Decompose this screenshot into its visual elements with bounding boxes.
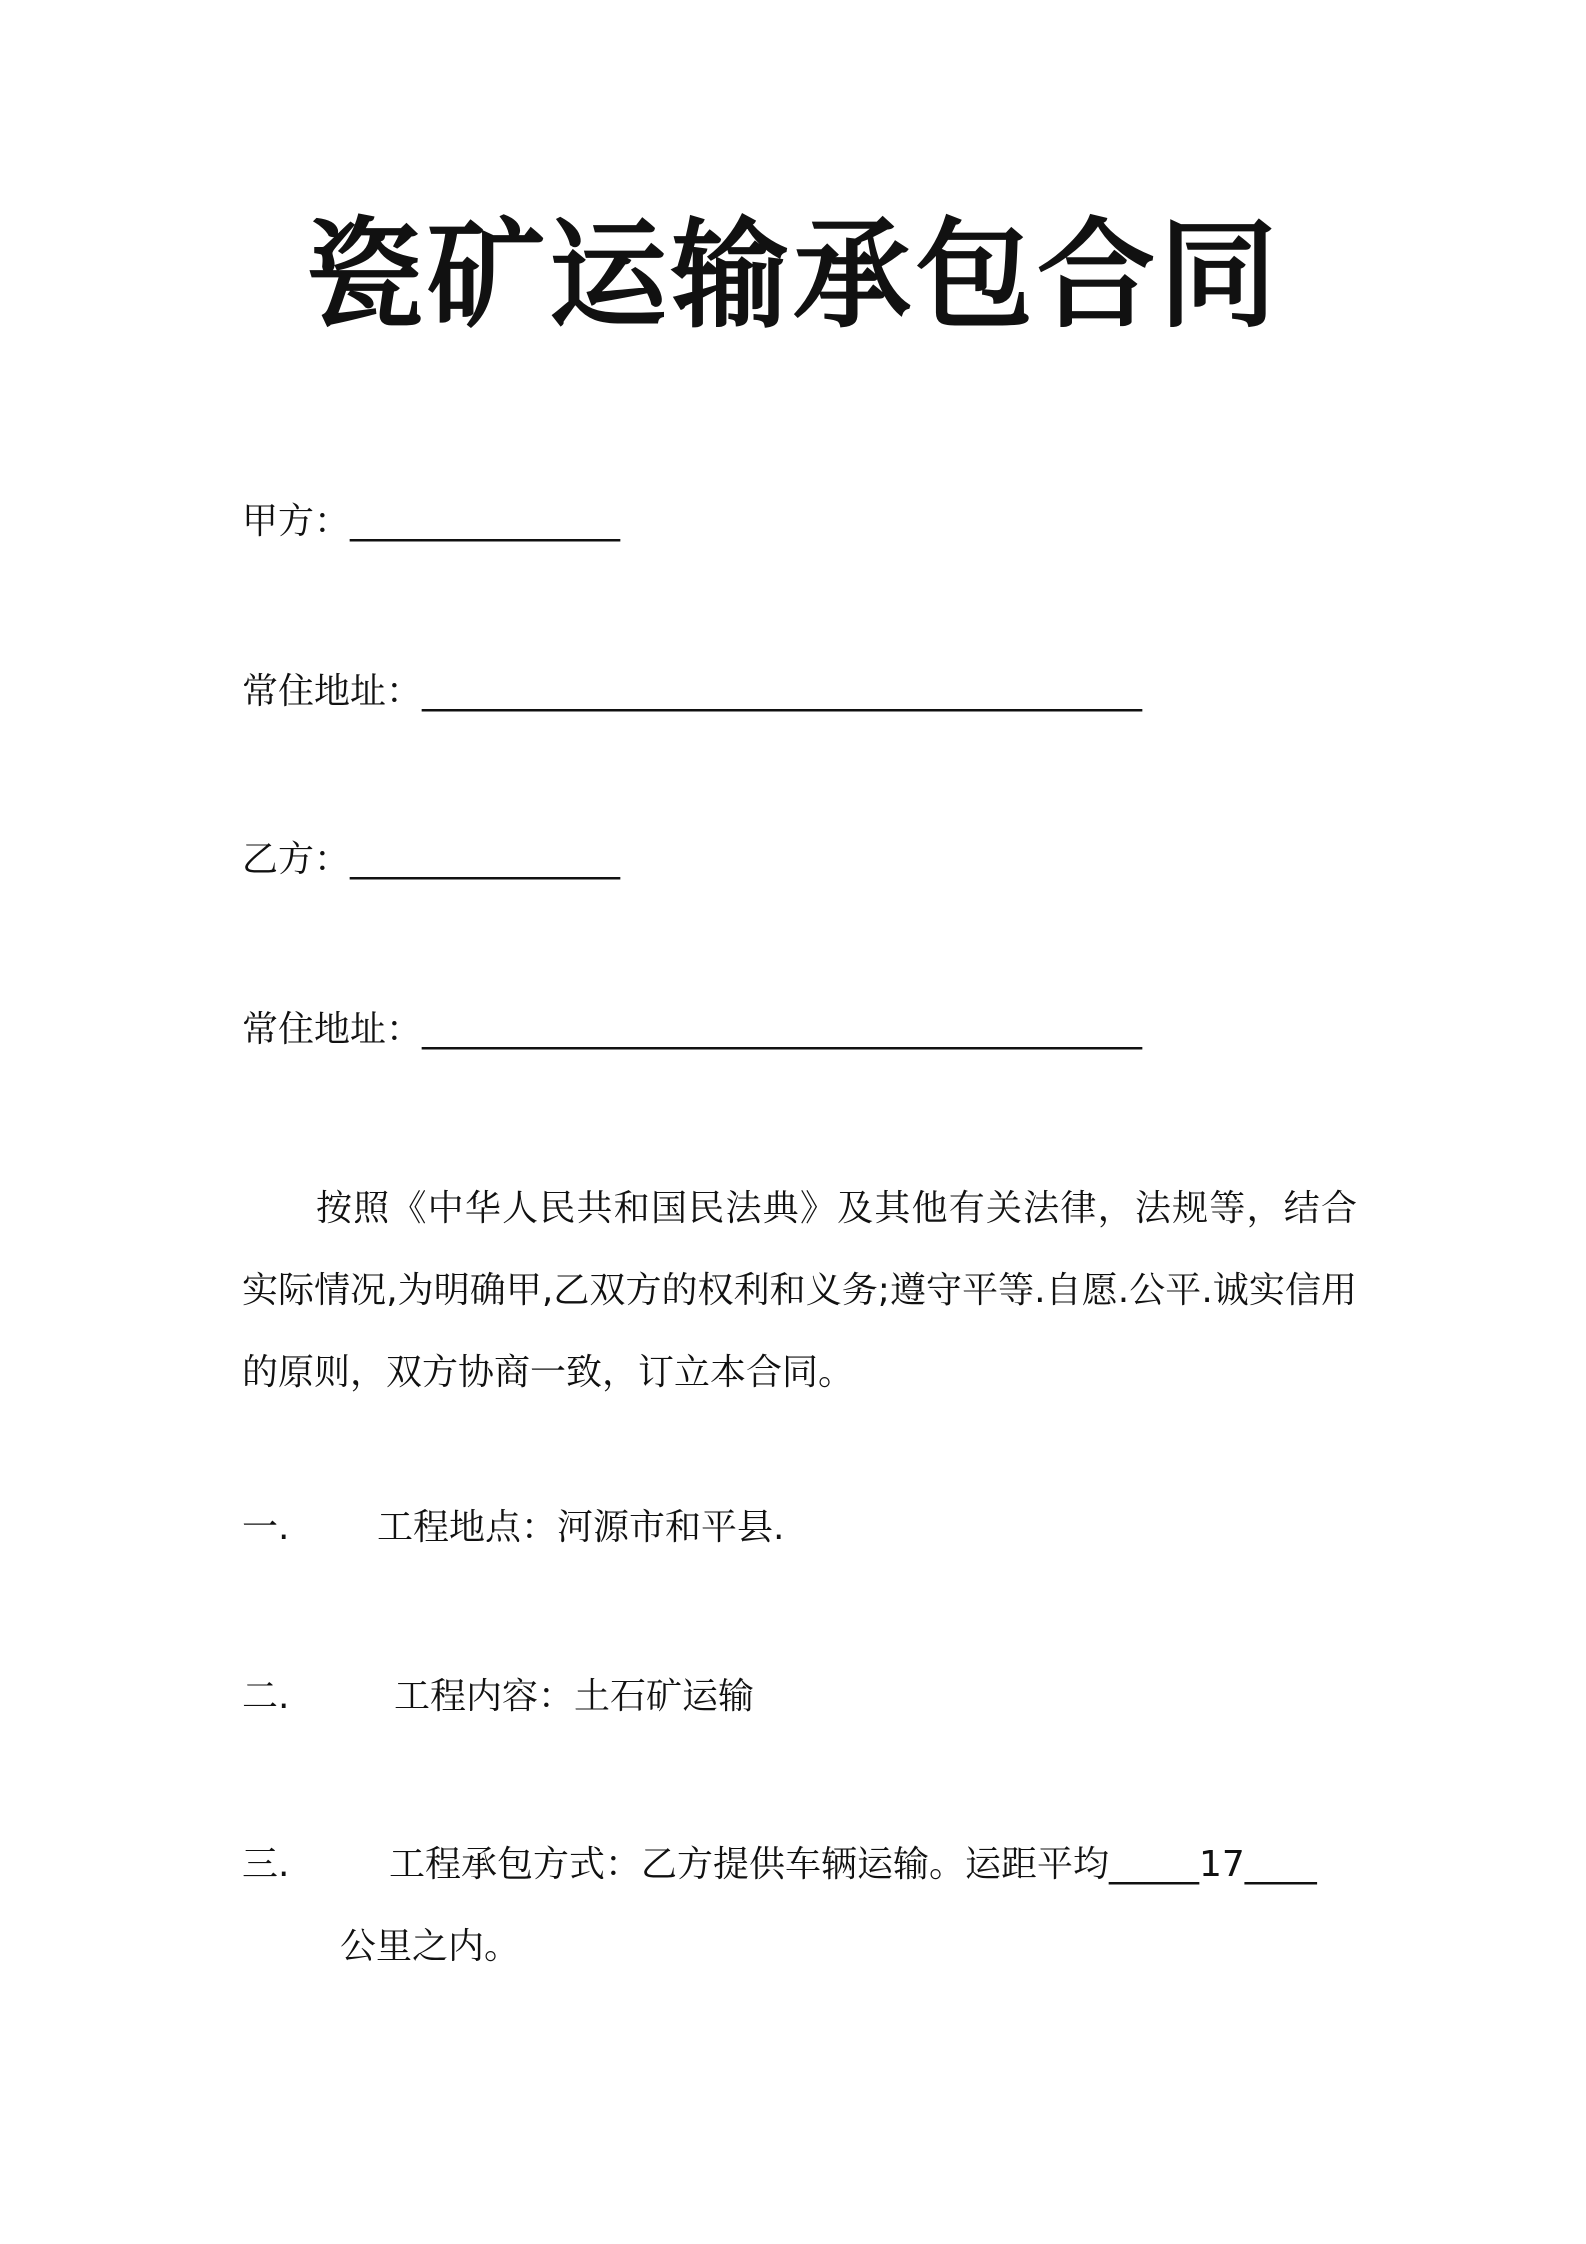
clause-1-text: 工程地点：河源市和平县. (377, 1507, 785, 1548)
clause-3-text: 工程承包方式：乙方提供车辆运输。运距平均_____17____ (389, 1844, 1317, 1885)
clause-3-number: 三. (242, 1844, 290, 1885)
clause-2-text: 工程内容：土石矿运输 (394, 1676, 755, 1717)
party-b-address-line: 常住地址：________________________________________ (242, 1009, 1143, 1050)
preamble-paragraph: 按照《中华人民共和国民法典》及其他有关法律，法规等，结合实际情况,为明确甲,乙双方的权利和义务;遵守平等.自愿.公平.诚实信用的原则，双方协商一致，订立本合同。 (242, 1188, 1357, 1393)
clause-1-number: 一. (242, 1507, 290, 1548)
clause-2 (242, 1675, 754, 1719)
party-a-address-line: 常住地址：________________________________________ (242, 671, 1143, 712)
clause-1 (242, 1506, 784, 1550)
clause-3 (242, 1843, 1317, 1887)
clause-3-continuation: 公里之内。 (340, 1926, 521, 1967)
party-b-line: 乙方：_______________ (242, 839, 621, 880)
party-a-line: 甲方：_______________ (242, 501, 621, 542)
clause-2-number: 二. (242, 1676, 290, 1717)
document-title: 瓷矿运输承包合同 (304, 206, 1281, 344)
